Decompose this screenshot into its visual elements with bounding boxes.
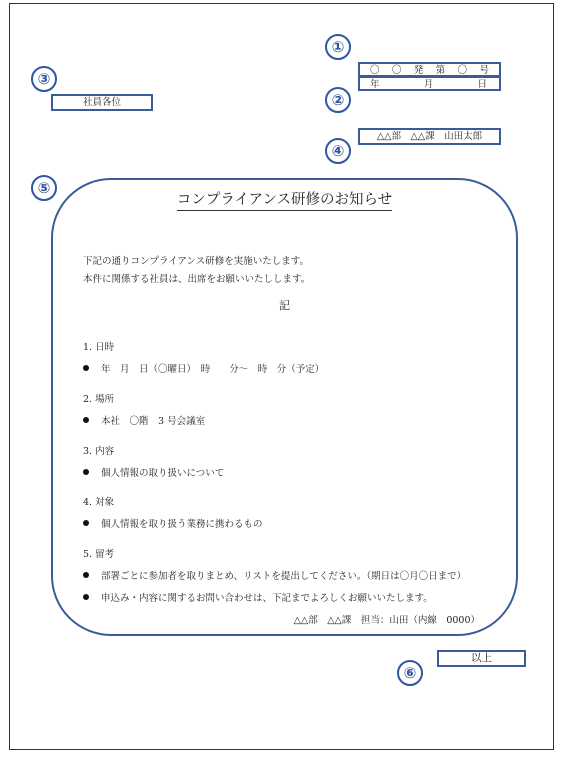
- document-number-box: [358, 62, 501, 77]
- contact-line: △△部 △△課 担当：山田（内線 0000）: [293, 615, 480, 626]
- bullet-icon: [83, 469, 89, 475]
- section-heading: 4. 対象: [83, 497, 115, 508]
- notice-title: コンプライアンス研修のお知らせ: [53, 188, 516, 209]
- date-box: [358, 76, 501, 91]
- closing-box: [437, 650, 526, 667]
- date-day: 日: [477, 79, 487, 90]
- marker-5: ⑤: [31, 175, 57, 201]
- bullet-icon: [83, 365, 89, 371]
- doc-number-char: 発: [413, 65, 424, 76]
- ki-heading: 記: [279, 299, 290, 312]
- doc-number-char: 第: [435, 65, 446, 76]
- doc-number-char: 号: [479, 65, 489, 76]
- bullet-icon: [83, 417, 89, 423]
- date-month: 月: [423, 79, 434, 90]
- list-item: 個人情報の取り扱いについて: [83, 465, 224, 479]
- closing-text: 以上: [471, 652, 492, 664]
- doc-number-char: 〇: [457, 65, 468, 76]
- list-item: 部署ごとに参加者を取りまとめ、リストを提出してください。（期日は〇月〇日まで）: [83, 568, 466, 582]
- bullet-icon: [83, 594, 89, 600]
- content-frame: [51, 178, 518, 636]
- section-datetime: [83, 339, 324, 375]
- section-heading: 1. 日時: [83, 342, 115, 353]
- section-notes: [83, 546, 466, 604]
- list-item: 個人情報を取り扱う業務に携わるもの: [83, 516, 263, 530]
- intro-line-1: 下記の通りコンプライアンス研修を実施いたします。: [83, 256, 310, 267]
- intro-line-2: 本件に関係する社員は、出席をお願いいたしします。: [83, 274, 311, 285]
- bullet-icon: [83, 572, 89, 578]
- bullet-icon: [83, 520, 89, 526]
- marker-2: ②: [325, 87, 351, 113]
- recipient-box: [51, 94, 153, 111]
- section-place: [83, 391, 205, 427]
- marker-1: ①: [325, 34, 351, 60]
- list-item: 本社 〇階 3 号会議室: [83, 413, 205, 427]
- recipient: 社員各位: [82, 97, 121, 108]
- doc-number-char: 〇: [370, 65, 380, 76]
- list-item: 申込み・内容に関するお問い合わせは、下記までよろしくお願いいたします。: [83, 590, 466, 604]
- section-heading: 3. 内容: [83, 446, 115, 457]
- list-item: 年 月 日（〇曜日） 時 分～ 時 分（予定）: [83, 361, 324, 375]
- section-content: [83, 443, 224, 479]
- section-heading: 5. 留考: [83, 549, 115, 560]
- doc-number-char: 〇: [391, 65, 402, 76]
- marker-3: ③: [31, 66, 57, 92]
- sender-box: [358, 128, 501, 145]
- date-year: 年: [370, 79, 380, 90]
- marker-4: ④: [325, 138, 351, 164]
- sender: △△部 △△課 山田太郎: [376, 131, 483, 142]
- section-heading: 2. 場所: [83, 394, 115, 405]
- marker-6: ⑥: [397, 660, 423, 686]
- section-target: [83, 494, 263, 530]
